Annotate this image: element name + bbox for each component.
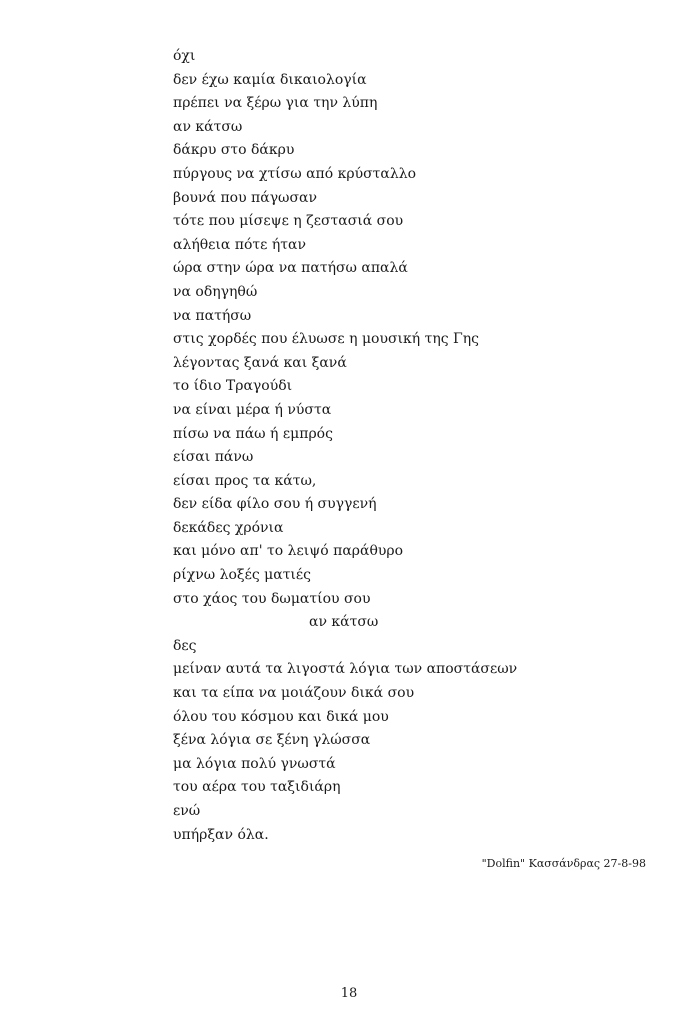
poem-line: αλήθεια πότε ήταν <box>173 236 306 253</box>
poem-line: πίσω να πάω ή εμπρός <box>173 425 333 442</box>
poem-line: να πατήσω <box>173 307 252 324</box>
poem-line: του αέρα του ταξιδιάρη <box>173 779 341 796</box>
poem-line: υπήρξαν όλα. <box>173 826 269 843</box>
poem-line: και μόνο απ' το λειψό παράθυρο <box>173 543 404 560</box>
poem-line: δάκρυ στο δάκρυ <box>173 142 295 159</box>
poem-line: πύργους να χτίσω από κρύσταλλο <box>173 165 417 182</box>
poem-line: και τα είπα να μοιάζουν δικά σου <box>173 685 415 702</box>
poem-line: να είναι μέρα ή νύστα <box>173 401 332 418</box>
poem-line: μείναν αυτά τα λιγοστά λόγια των αποστάσεων <box>173 661 518 678</box>
poem-line: δεν έχω καμία δικαιολογία <box>173 71 367 88</box>
page-number: 18 <box>340 986 358 1001</box>
poem-line: τότε που μίσεψε η ζεστασιά σου <box>173 213 404 230</box>
poem-line: είσαι προς τα κάτω, <box>173 472 317 489</box>
poem-line: ώρα στην ώρα να πατήσω απαλά <box>173 260 408 277</box>
poem-line: να οδηγηθώ <box>173 283 258 300</box>
poem-line: λέγοντας ξανά και ξανά <box>173 354 347 371</box>
poem-line: στο χάος του δωματίου σου <box>173 590 371 607</box>
poem-line-indented: αν κάτσω <box>309 614 379 631</box>
poem-signature: "Dolfin" Κασσάνδρας 27-8-98 <box>481 857 646 870</box>
poem-line: βουνά που πάγωσαν <box>173 189 317 206</box>
poem-line: δεκάδες χρόνια <box>173 519 284 536</box>
poem-line: ενώ <box>173 803 201 819</box>
poem-line: πρέπει να ξέρω για την λύπη <box>173 95 378 112</box>
poem-line: μα λόγια πολύ γνωστά <box>173 755 336 772</box>
poem-line: αν κάτσω <box>173 118 243 135</box>
poem-line: στις χορδές που έλυωσε η μουσική της Γης <box>173 331 479 348</box>
poem-body <box>173 45 613 847</box>
poem-line: δεν είδα φίλο σου ή συγγενή <box>173 496 377 513</box>
poem-line: όχι <box>173 48 196 64</box>
poem-line: δες <box>173 637 197 654</box>
poem-line: είσαι πάνω <box>173 449 254 466</box>
poem-line: το ίδιο Τραγούδι <box>173 378 293 395</box>
poem-line: ρίχνω λοξές ματιές <box>173 567 312 584</box>
poem-line: ξένα λόγια σε ξένη γλώσσα <box>173 732 371 749</box>
poem-line: όλου του κόσμου και δικά μου <box>173 708 389 725</box>
